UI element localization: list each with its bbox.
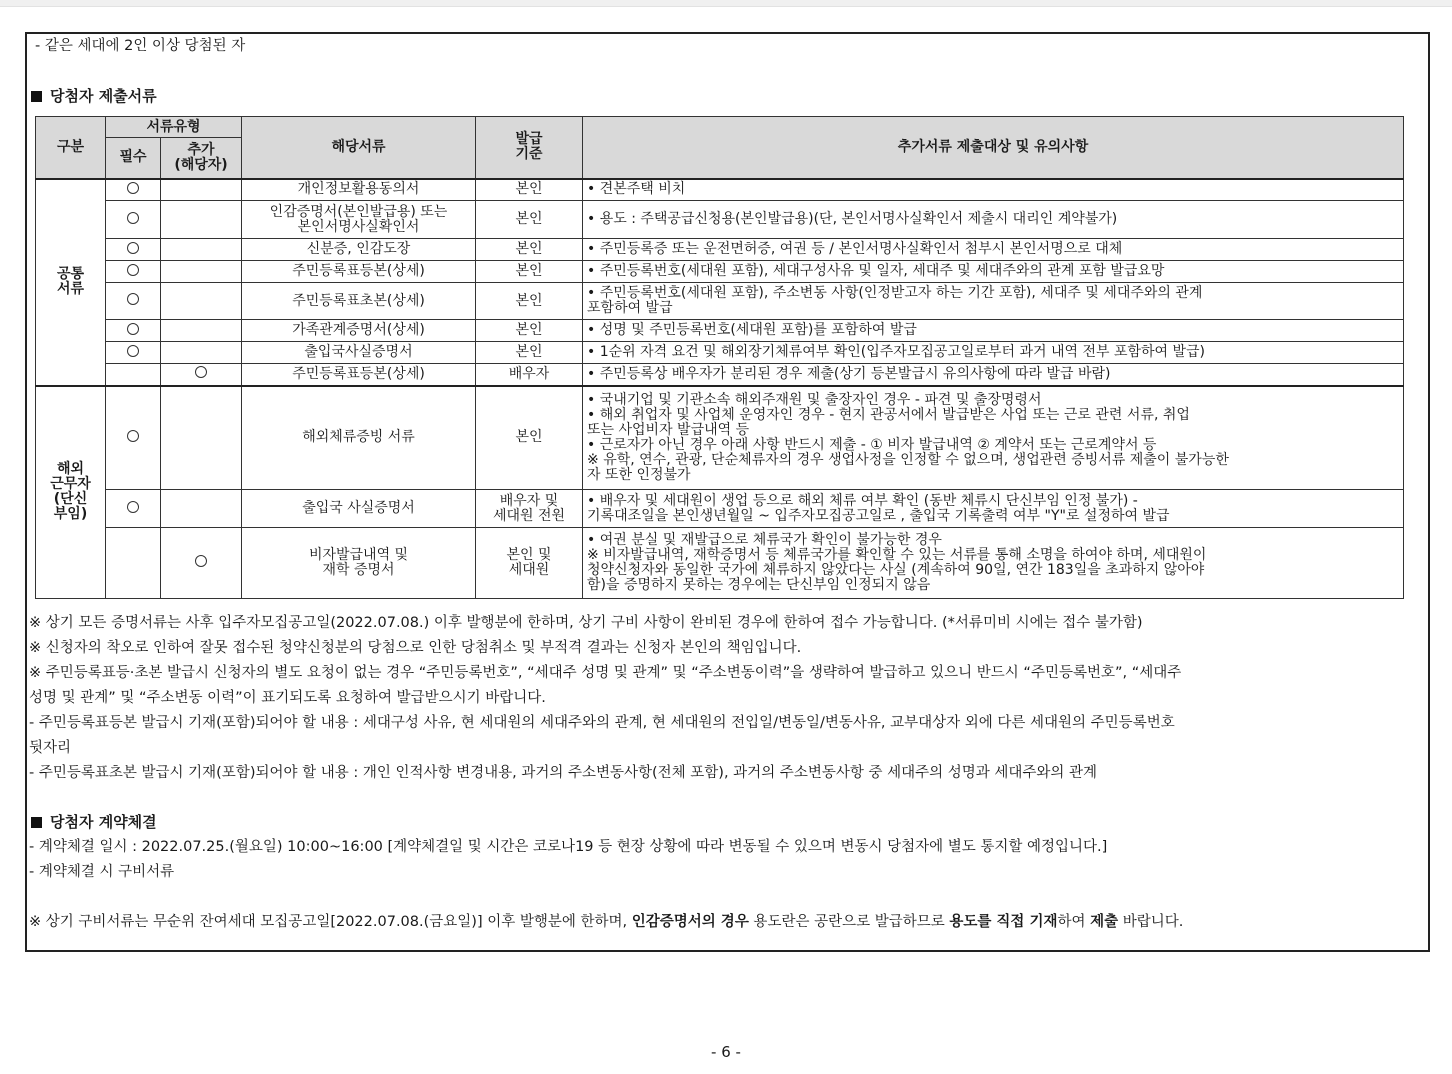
note-line: ※ 상기 모든 증명서류는 사후 입주자모집공고일(2022.07.08.) 이후 발행분에 한하며, 상기 구비 사항이 완비된 경우에 한하여 접수 가능합니다. (*서류미비 시에는 접수 불가함) xyxy=(29,615,1143,631)
contract-line: - 계약체결 시 구비서류 xyxy=(29,864,175,880)
contract-line: - 계약체결 일시 : 2022.07.25.(월요일) 10:00~16:00 [계약체결일 및 시간은 코로나19 등 현장 상황에 따라 변동될 수 있으며 변동시 당첨자에 별도 통지할 예정입니다.] xyxy=(29,839,1108,855)
issuer-cell: 배우자 및 세대원 전원 xyxy=(476,490,583,528)
document-cell: 인감증명서(본인발급용) 또는 본인서명사실확인서 xyxy=(242,201,476,239)
header-doc-type: 서류유형 xyxy=(106,117,242,138)
final-note-text: 용도란은 공란으로 발급하므로 xyxy=(748,914,950,930)
table-row xyxy=(36,490,1404,528)
note-line: ※ 주민등록표등·초본 발급시 신청자의 별도 요청이 없는 경우 “주민등록번호”, “세대주 성명 및 관계” 및 “주소변동이력”을 생략하여 발급하고 있으니 반드시 “주민등록번호”, “세대주 xyxy=(29,665,1182,681)
documents-table xyxy=(35,116,1404,599)
additional-cell xyxy=(161,386,242,490)
final-note-text: 하여 xyxy=(1057,914,1091,930)
table-row xyxy=(36,320,1404,342)
final-note-text: 바랍니다. xyxy=(1118,914,1184,930)
table-row xyxy=(36,283,1404,320)
circle-mark-icon xyxy=(195,366,207,378)
issuer-cell: 본인 및 세대원 xyxy=(476,528,583,599)
document-cell: 가족관계증명서(상세) xyxy=(242,320,476,342)
circle-mark-icon xyxy=(195,555,207,567)
document-cell: 출입국 사실증명서 xyxy=(242,490,476,528)
header-category: 구분 xyxy=(36,117,106,179)
required-cell xyxy=(106,261,161,283)
required-cell xyxy=(106,320,161,342)
required-cell xyxy=(106,528,161,599)
final-note-text: ※ 상기 구비서류는 무순위 잔여세대 모집공고일[2022.07.08.(금요일)] 이후 발행분에 한하며, xyxy=(29,914,632,930)
issuer-cell: 본인 xyxy=(476,261,583,283)
required-cell xyxy=(106,201,161,239)
additional-cell xyxy=(161,283,242,320)
final-note xyxy=(29,913,1183,931)
table-row xyxy=(36,364,1404,386)
circle-mark-icon xyxy=(127,345,139,357)
table-row xyxy=(36,528,1404,599)
header-issuer: 발급 기준 xyxy=(476,117,583,179)
document-cell: 개인정보활용동의서 xyxy=(242,179,476,201)
notes-cell: • 국내기업 및 기관소속 해외주재원 및 출장자인 경우 - 파견 및 출장명령서 • 해외 취업자 및 사업체 운영자인 경우 - 현지 관공서에서 발급받은 사업 또는 근로 관련 서류, 취업 또는 사업비자 발급내역 등 • 근로자가 아닌 경우 아래 사항 반드시 제출 - ① 비자 발급내역 ② 계약서 또는 근로계약서 등 ※ 유학, 연수, 관광, 단순체류자의 경우 생업사정을 인정할 수 없으며, 생업관련 증빙서류 제출이 불가능한 자 또한 인정불가 xyxy=(583,386,1404,490)
required-cell xyxy=(106,342,161,364)
section-title: 당첨자 계약체결 xyxy=(50,813,157,831)
required-cell xyxy=(106,239,161,261)
circle-mark-icon xyxy=(127,182,139,194)
notes-cell: • 성명 및 주민등록번호(세대원 포함)를 포함하여 발급 xyxy=(583,320,1404,342)
final-note-emphasis: 용도를 직접 기재 xyxy=(949,914,1058,930)
required-cell xyxy=(106,283,161,320)
note-line: - 주민등록표초본 발급시 기재(포함)되어야 할 내용 : 개인 인적사항 변경내용, 과거의 주소변동사항(전체 포함), 과거의 주소변동사항 중 세대주의 성명과 세대주와의 관계 xyxy=(29,765,1098,781)
required-cell xyxy=(106,490,161,528)
issuer-cell: 본인 xyxy=(476,342,583,364)
circle-mark-icon xyxy=(127,242,139,254)
final-note-emphasis: 제출 xyxy=(1090,914,1119,930)
circle-mark-icon xyxy=(127,430,139,442)
document-cell: 출입국사실증명서 xyxy=(242,342,476,364)
issuer-cell: 배우자 xyxy=(476,364,583,386)
notes-cell: • 여권 분실 및 재발급으로 체류국가 확인이 불가능한 경우 ※ 비자발급내역, 재학증명서 등 체류국가를 확인할 수 있는 서류를 통해 소명을 하여야 하며, 세대원이 청약신청자와 동일한 국가에 체류하지 않았다는 사실 (계속하여 90일, 연간 183일을 초과하지 않아야 함)을 증명하지 못하는 경우에는 단신부임 인정되지 않음 xyxy=(583,528,1404,599)
additional-cell xyxy=(161,320,242,342)
category-common: 공통 서류 xyxy=(36,179,106,386)
issuer-cell: 본인 xyxy=(476,283,583,320)
square-bullet-icon xyxy=(31,817,42,828)
header-required: 필수 xyxy=(106,138,161,179)
notes-cell: • 용도 : 주택공급신청용(본인발급용)(단, 본인서명사실확인서 제출시 대리인 계약불가) xyxy=(583,201,1404,239)
additional-cell xyxy=(161,490,242,528)
note-line: ※ 신청자의 착오로 인하여 잘못 접수된 청약신청분의 당첨으로 인한 당첨취소 및 부적격 결과는 신청자 본인의 책임입니다. xyxy=(29,640,802,656)
notes-cell: • 주민등록번호(세대원 포함), 주소변동 사항(인정받고자 하는 기간 포함), 세대주 및 세대주와의 관계 포함하여 발급 xyxy=(583,283,1404,320)
notes-cell: • 주민등록증 또는 운전면허증, 여권 등 / 본인서명사실확인서 첨부시 본인서명으로 대체 xyxy=(583,239,1404,261)
section-heading-contract xyxy=(31,813,157,831)
issuer-cell: 본인 xyxy=(476,201,583,239)
table-row xyxy=(36,179,1404,201)
notes-cell: • 1순위 자격 요건 및 해외장기체류여부 확인(입주자모집공고일로부터 과거 내역 전부 포함하여 발급) xyxy=(583,342,1404,364)
circle-mark-icon xyxy=(127,293,139,305)
table-row xyxy=(36,342,1404,364)
section-title: 당첨자 제출서류 xyxy=(50,87,157,105)
additional-cell xyxy=(161,528,242,599)
page-number: - 6 - xyxy=(711,1043,741,1061)
circle-mark-icon xyxy=(127,501,139,513)
header-document: 해당서류 xyxy=(242,117,476,179)
final-note-emphasis: 인감증명서의 경우 xyxy=(631,914,749,930)
header-additional: 추가 (해당자) xyxy=(161,138,242,179)
circle-mark-icon xyxy=(127,264,139,276)
issuer-cell: 본인 xyxy=(476,239,583,261)
circle-mark-icon xyxy=(127,323,139,335)
required-cell xyxy=(106,179,161,201)
notes-cell: • 주민등록상 배우자가 분리된 경우 제출(상기 등본발급시 유의사항에 따라 발급 바람) xyxy=(583,364,1404,386)
document-frame xyxy=(25,32,1430,952)
header-notes: 추가서류 제출대상 및 유의사항 xyxy=(583,117,1404,179)
document-cell: 주민등록표초본(상세) xyxy=(242,283,476,320)
required-cell xyxy=(106,386,161,490)
note-line: 뒷자리 xyxy=(29,740,72,756)
section-heading-documents xyxy=(31,87,157,105)
issuer-cell: 본인 xyxy=(476,179,583,201)
document-cell: 해외체류증빙 서류 xyxy=(242,386,476,490)
document-cell: 비자발급내역 및 재학 증명서 xyxy=(242,528,476,599)
additional-cell xyxy=(161,261,242,283)
table-row xyxy=(36,201,1404,239)
additional-cell xyxy=(161,239,242,261)
issuer-cell: 본인 xyxy=(476,386,583,490)
circle-mark-icon xyxy=(127,212,139,224)
document-cell: 주민등록표등본(상세) xyxy=(242,261,476,283)
viewer-top-bar xyxy=(0,0,1452,7)
intro-line: - 같은 세대에 2인 이상 당첨된 자 xyxy=(35,38,246,54)
table-row xyxy=(36,261,1404,283)
required-cell xyxy=(106,364,161,386)
notes-cell: • 배우자 및 세대원이 생업 등으로 해외 체류 여부 확인 (동반 체류시 단신부임 인정 불가) - 기록대조일을 본인생년월일 ~ 입주자모집공고일로 , 출입국 기록출력 여부 "Y"로 설정하여 발급 xyxy=(583,490,1404,528)
note-line: - 주민등록표등본 발급시 기재(포함)되어야 할 내용 : 세대구성 사유, 현 세대원의 세대주와의 관계, 현 세대원의 전입일/변동일/변동사유, 교부대상자 외에 다른 세대원의 주민등록번호 xyxy=(29,715,1175,731)
document-cell: 신분증, 인감도장 xyxy=(242,239,476,261)
note-line: 성명 및 관계” 및 “주소변동 이력”이 표기되도록 요청하여 발급받으시기 바랍니다. xyxy=(29,690,546,706)
table-row xyxy=(36,386,1404,490)
additional-cell xyxy=(161,201,242,239)
issuer-cell: 본인 xyxy=(476,320,583,342)
square-bullet-icon xyxy=(31,91,42,102)
additional-cell xyxy=(161,179,242,201)
document-cell: 주민등록표등본(상세) xyxy=(242,364,476,386)
additional-cell xyxy=(161,342,242,364)
additional-cell xyxy=(161,364,242,386)
notes-cell: • 견본주택 비치 xyxy=(583,179,1404,201)
category-overseas: 해외 근무자 (단신 부임) xyxy=(36,386,106,599)
table-row xyxy=(36,239,1404,261)
notes-cell: • 주민등록번호(세대원 포함), 세대구성사유 및 일자, 세대주 및 세대주와의 관계 포함 발급요망 xyxy=(583,261,1404,283)
